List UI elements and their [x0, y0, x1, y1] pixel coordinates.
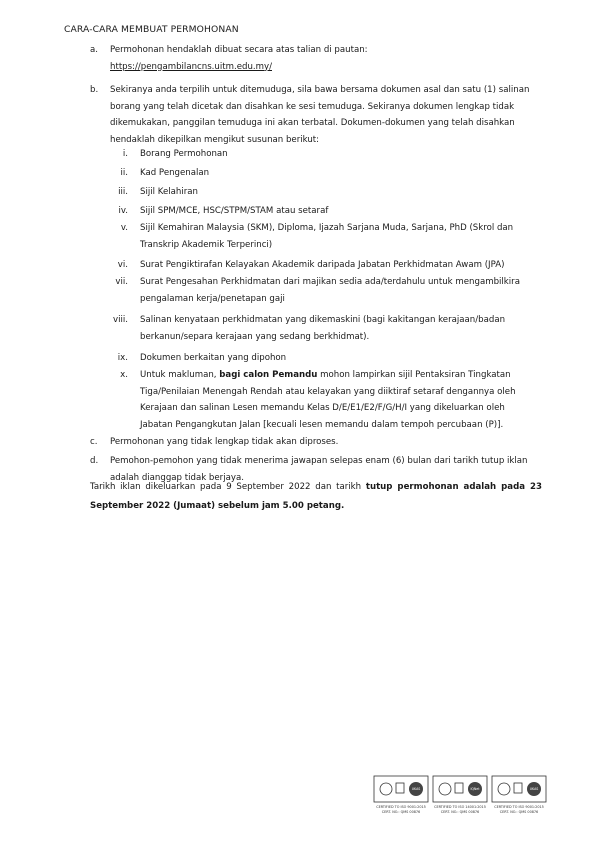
- item-text: Permohonan yang tidak lengkap tidak akan diproses.: [110, 437, 339, 447]
- item-label: d.: [90, 456, 99, 466]
- item-label: b.: [90, 85, 99, 95]
- item-text: Permohonan hendaklah dibuat secara atas talian di pautan: https://pengambilancns.uitm.edu.my/: [110, 45, 368, 72]
- cert-text: CERT. NO.: QMS 00876: [381, 810, 421, 814]
- cert-mark: UKAS: [411, 787, 421, 791]
- cert-text: CERTIFIED TO ISO 9001:2015: [494, 805, 544, 809]
- document-page: CARA-CARA MEMBUAT PERMOHONAN a. Permohonan hendaklah dibuat secara atas talian di pautan: https://pengambilancns.uitm.edu.my/ b. Sekiranya anda terpilih untuk ditemuduga, sila bawa bersama dokumen asal dan satu (1) salinan borang yang telah dicetak dan disahkan ke sesi temuduga. Sekiranya dokumen lengkap tidak dikemukakan, panggilan temuduga ini akan terbatal. Dokumen-dokumen yang telah disahkan hendaklah dikepilkan mengikut susunan berikut: i. Borang Permohonan ii. Kad Pengenalan iii. Sijil Kelahiran iv. Sijil SPM/MCE, HSC/STPM/STAM atau setaraf v. Sijil Kemahiran Malaysia (SKM), Diploma, Ijazah Sarjana Muda, Sarjana, PhD (Skrol dan Transkrip Akademik Terperinci) vi. Surat Pengiktirafan Kelayakan Akademik daripada Jabatan Perkhidmatan Awam (JPA) vii. Surat Pengesahan Perkhidmatan dari majikan sedia ada/terdahulu untuk mengambilkira pengalaman kerja/penetapan gaji viii. Salinan kenyataan perkhidmatan yang dikemaskini (bagi kakitangan kerajaan/badan berkanun/separa kerajaan yang sedang berkhidmat). ix. Dokumen berkaitan yang dipohon x. Untuk makluman, bagi calon Pemandu mohon lampirkan sijil Pentaksiran Tingkatan Tiga/Penilaian Menengah Rendah atau kelayakan yang diiktiraf setaraf dengannya oleh Kerajaan dan salinan Lesen memandu Kelas D/E/E1/E2/F/G/H/I yang dikeluarkan oleh Jabatan Pengangkutan Jalan [kecuali lesen memandu dalam tempoh percubaan (P)]. c. Permohonan yang tidak lengkap tidak akan diproses. d. Pemohon-pemohon yang tidak menerima jawapan selepas enam (6) bulan dari tarikh tutup iklan adalah dianggap tidak berjaya. Tarikh iklan dikeluarkan pada 9 September 2022 dan tarikh tutup permohonan adalah pada 23 September 2022 (Jumaat) sebelum jam 5.00 petang. UKAS IQNet UKAS CERTIFIED TO ISO 9001:2015 CERT. NO.: QMS 00876 CERTIFIED TO ISO 14001:2015 CERT. NO.: QMS 00876 CERTIFIED TO ISO 9001:2015 CERT. NO.: QMS 00876: [0, 0, 600, 848]
- closing-date-paragraph: Tarikh iklan dikeluarkan pada 9 September 2022 dan tarikh tutup permohonan adalah pada 23 September 2022 (Jumaat) sebelum jam 5.00 petang.: [90, 482, 542, 511]
- item-text: Pemohon-pemohon yang tidak menerima jawapan selepas enam (6) bulan dari tarikh tutup iklan adalah dianggap tidak berjaya.: [110, 456, 528, 483]
- cert-mark: UKAS: [529, 787, 539, 791]
- application-link[interactable]: https://pengambilancns.uitm.edu.my/: [110, 61, 272, 72]
- certification-logos: [372, 774, 548, 816]
- cert-text: CERT. NO.: QMS 00876: [440, 810, 480, 814]
- cert-mark: IQNet: [470, 787, 480, 791]
- certification-badges-icon: [372, 774, 548, 816]
- cert-text: CERTIFIED TO ISO 9001:2015: [376, 805, 426, 809]
- item-text: Sekiranya anda terpilih untuk ditemuduga, sila bawa bersama dokumen asal dan satu (1) salinan borang yang telah dicetak dan disahkan ke sesi temuduga. Sekiranya dokumen lengkap tidak dikemukakan, panggilan temuduga ini akan terbatal. Dokumen-dokumen yang telah disahkan hendaklah dikepilkan mengikut susunan berikut:: [110, 85, 530, 145]
- item-label: c.: [90, 437, 98, 447]
- cert-text: CERTIFIED TO ISO 14001:2015: [434, 805, 486, 809]
- cert-text: CERT. NO.: QMS 00876: [499, 810, 539, 814]
- section-title: CARA-CARA MEMBUAT PERMOHONAN: [64, 24, 239, 35]
- item-label: a.: [90, 45, 98, 55]
